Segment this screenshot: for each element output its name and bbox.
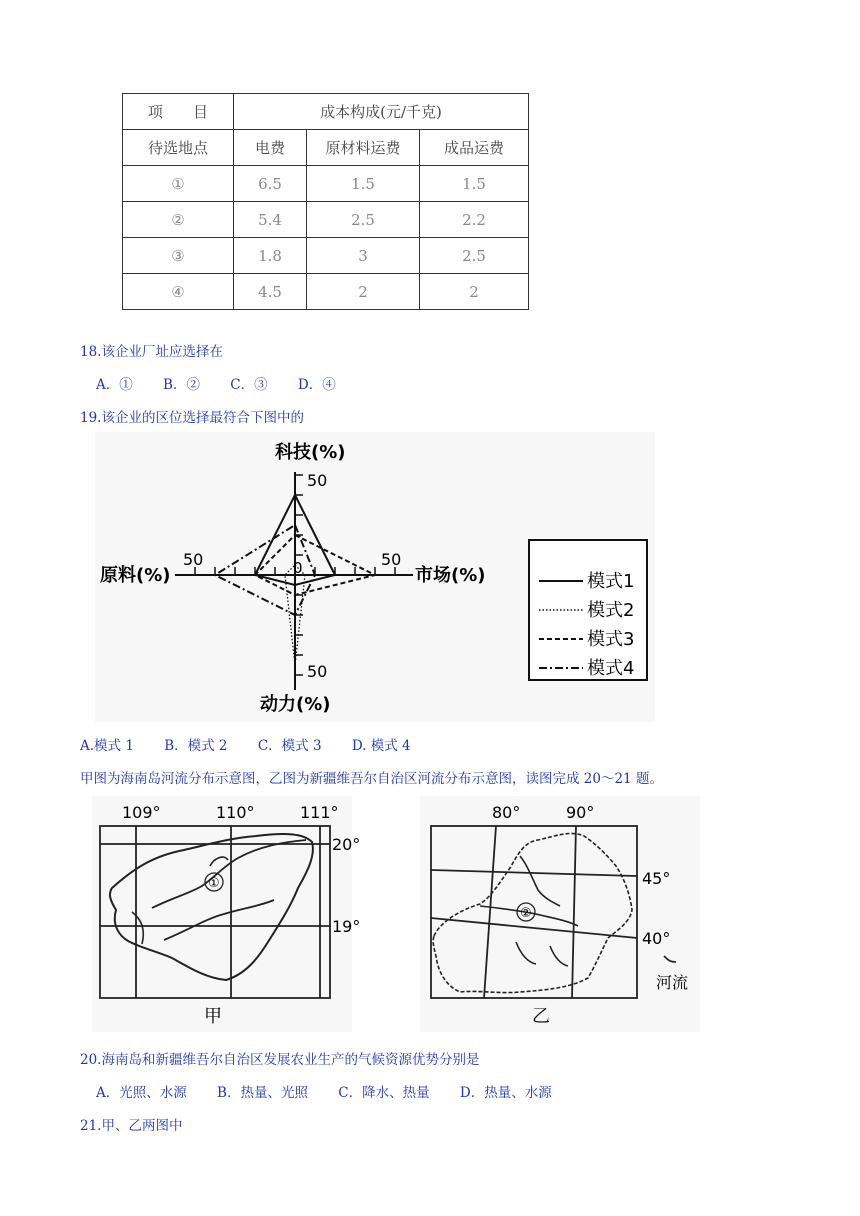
site-cell: ③ <box>123 238 234 274</box>
lon-label-111: 111° <box>300 803 339 822</box>
axis-label-left: 原料(%) <box>100 565 171 586</box>
option-b[interactable]: B．模式 2 <box>164 738 228 754</box>
question-20 <box>80 1048 479 1068</box>
question-21-stem: 21.甲、乙两图中 <box>80 1118 183 1134</box>
raw-cell: 2 <box>307 274 420 310</box>
header-location: 待选地点 <box>123 130 234 166</box>
header-item: 项 目 <box>123 94 234 130</box>
electric-cell: 6.5 <box>234 166 307 202</box>
map-yi <box>420 796 700 1032</box>
tick-label-right: 50 <box>381 550 402 569</box>
lat-label-19: 19° <box>332 917 361 936</box>
option-b[interactable]: B．热量、光照 <box>217 1085 308 1101</box>
raw-cell: 3 <box>307 238 420 274</box>
tick-label-left: 50 <box>183 550 204 569</box>
lat-label-20: 20° <box>332 835 361 854</box>
question-19 <box>80 406 304 426</box>
map-caption-jia: 甲 <box>204 1006 222 1027</box>
option-d[interactable]: D．④ <box>297 377 336 393</box>
legend-label-4: 模式4 <box>587 658 635 679</box>
electric-cell: 1.8 <box>234 238 307 274</box>
question-20-stem: 20.海南岛和新疆维吾尔自治区发展农业生产的气候资源优势分别是 <box>80 1052 480 1068</box>
table-row <box>123 166 529 202</box>
table-row <box>123 238 529 274</box>
lon-label-110: 110° <box>216 803 255 822</box>
header-raw: 原材料运费 <box>307 130 420 166</box>
chart-legend <box>529 540 647 680</box>
site-cell: ① <box>123 166 234 202</box>
option-a[interactable]: A.模式 1 <box>80 738 134 754</box>
question-20-options <box>96 1081 578 1101</box>
product-cell: 2 <box>420 274 529 310</box>
lat-label-40: 40° <box>642 929 671 948</box>
option-d[interactable]: D. 模式 4 <box>351 738 411 754</box>
table-header-row <box>123 94 529 130</box>
axis-label-top: 科技(%) <box>275 442 346 463</box>
option-d[interactable]: D．热量、水源 <box>459 1085 552 1101</box>
site-cell: ② <box>123 202 234 238</box>
option-a[interactable]: A．① <box>96 377 133 393</box>
legend-label-3: 模式3 <box>587 629 635 650</box>
electric-cell: 5.4 <box>234 202 307 238</box>
header-cost: 成本构成(元/千克) <box>234 94 529 130</box>
option-c[interactable]: C．模式 3 <box>257 738 322 754</box>
legend-label-1: 模式1 <box>587 571 635 592</box>
marker-1: ① <box>208 876 220 891</box>
legend-label-2: 模式2 <box>587 600 635 621</box>
question-18-stem: 18.该企业厂址应选择在 <box>80 344 223 360</box>
table-subheader-row <box>123 130 529 166</box>
lon-label-80: 80° <box>492 803 521 822</box>
product-cell: 1.5 <box>420 166 529 202</box>
radar-chart <box>95 432 655 722</box>
tick-label-top: 50 <box>307 471 328 490</box>
question-18-options <box>96 373 362 393</box>
product-cell: 2.2 <box>420 202 529 238</box>
option-c[interactable]: C．降水、热量 <box>338 1085 430 1101</box>
lon-label-109: 109° <box>122 803 161 822</box>
map-jia <box>92 796 361 1032</box>
tick-label-origin: 0 <box>293 559 303 577</box>
product-cell: 2.5 <box>420 238 529 274</box>
question-21 <box>80 1114 182 1134</box>
raw-cell: 1.5 <box>307 166 420 202</box>
question-19-stem: 19.该企业的区位选择最符合下图中的 <box>80 410 304 426</box>
axis-label-bottom: 动力(%) <box>260 694 331 715</box>
tick-label-bottom: 50 <box>307 662 328 681</box>
map-caption-yi: 乙 <box>532 1006 550 1027</box>
electric-cell: 4.5 <box>234 274 307 310</box>
axis-label-right: 市场(%) <box>415 565 486 586</box>
header-electric: 电费 <box>234 130 307 166</box>
question-19-options <box>80 734 437 754</box>
option-a[interactable]: A．光照、水源 <box>96 1085 187 1101</box>
header-product: 成品运费 <box>420 130 529 166</box>
site-cell: ④ <box>123 274 234 310</box>
raw-cell: 2.5 <box>307 202 420 238</box>
marker-2: ② <box>520 906 532 921</box>
lat-label-45: 45° <box>642 869 671 888</box>
lon-label-90: 90° <box>566 803 595 822</box>
table-row <box>123 202 529 238</box>
option-c[interactable]: C．③ <box>230 377 268 393</box>
option-b[interactable]: B．② <box>163 377 200 393</box>
legend-river-label: 河流 <box>656 973 689 992</box>
cost-table <box>122 93 529 310</box>
table-row <box>123 274 529 310</box>
question-18 <box>80 340 223 360</box>
maps-intro: 甲图为海南岛河流分布示意图，乙图为新疆维吾尔自治区河流分布示意图，读图完成 20～21 题。 <box>80 771 663 787</box>
